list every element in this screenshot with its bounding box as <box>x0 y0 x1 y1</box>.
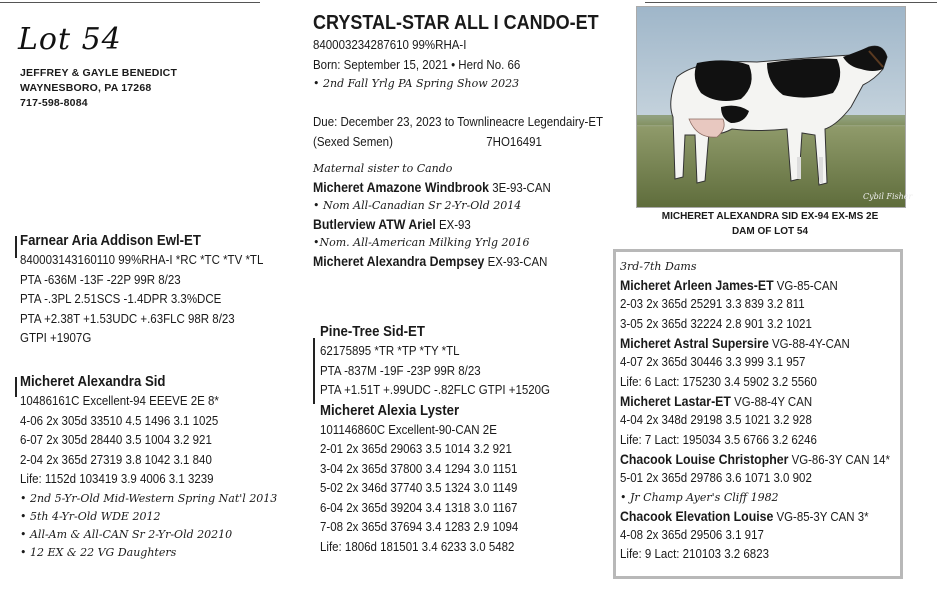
sexed-label: (Sexed Semen) <box>313 134 393 149</box>
dam-note: • All-Am & All-CAN Sr 2-Yr-Old 20210 <box>20 527 233 541</box>
ancestor-line: 4-04 2x 348d 29198 3.5 1021 3.2 928 <box>620 413 812 427</box>
caption-line-1: MICHERET ALEXANDRA SID EX-94 EX-MS 2E <box>661 211 879 222</box>
cow-illustration <box>637 7 913 207</box>
ancestor-line: Life: 9 Lact: 210103 3.2 6823 <box>620 547 769 561</box>
mgs-line: 62175895 *TR *TP *TY *TL <box>320 344 460 358</box>
ancestors-label: 3rd-7th Dams <box>620 260 697 273</box>
ancestor-name: Micheret Lastar-ET VG-88-4Y CAN <box>620 393 813 409</box>
sister-name: Micheret Amazone Windbrook 3E-93-CAN <box>313 179 551 195</box>
granddam-line: 2-01 2x 365d 29063 3.5 1014 3.2 921 <box>320 442 512 456</box>
owner-block <box>20 66 177 111</box>
ancestors-list <box>620 258 927 565</box>
dam-note: • 5th 4-Yr-Old WDE 2012 <box>20 509 161 523</box>
cow-photo <box>636 6 913 208</box>
dam-line: 10486161C Excellent-94 EEEVE 2E 8* <box>20 394 219 408</box>
photo-caption <box>636 209 904 239</box>
granddam-line: 3-04 2x 365d 37800 3.4 1294 3.0 1151 <box>320 461 518 476</box>
owner-phone: 717-598-8084 <box>20 97 88 109</box>
sire-block <box>20 231 285 349</box>
ancestor-line: 4-07 2x 365d 30446 3.3 999 3.1 957 <box>620 355 806 369</box>
dam-name: Micheret Alexandra Sid <box>20 373 166 390</box>
ancestor-line: 3-05 2x 365d 32224 2.8 901 3.2 1021 <box>620 316 812 331</box>
sister-note: • Nom All-Canadian Sr 2-Yr-Old 2014 <box>313 199 522 212</box>
dam-note: • 12 EX & 22 VG Daughters <box>20 545 177 559</box>
owner-name: JEFFREY & GAYLE BENEDICT <box>20 67 178 79</box>
sister-name: Micheret Alexandra Dempsey EX-93-CAN <box>313 253 548 269</box>
sire-line: GTPI +1907G <box>20 331 92 345</box>
ancestor-line: Life: 6 Lact: 175230 3.4 5902 3.2 5560 <box>620 374 817 389</box>
granddam-line: 101146860C Excellent-90-CAN 2E <box>320 422 497 437</box>
dam-line: 4-06 2x 305d 33510 4.5 1496 3.1 1025 <box>20 413 219 428</box>
sire-name: Farnear Aria Addison Ewl-ET <box>20 232 201 249</box>
due-date: Due: December 23, 2023 to Townlineacre Legendairy-ET <box>313 115 604 129</box>
photographer-signature: Cybil Fisher <box>863 192 913 201</box>
granddam-line: 7-08 2x 365d 37694 3.4 1283 2.9 1094 <box>320 520 519 534</box>
owner-city: WAYNESBORO, PA 17268 <box>20 82 152 94</box>
dam-block <box>20 372 277 562</box>
sire-line: PTA -636M -13F -22P 99R 8/23 <box>20 272 181 287</box>
ancestor-line: Life: 7 Lact: 195034 3.5 6766 3.2 6246 <box>620 432 817 447</box>
dam-note: • 2nd 5-Yr-Old Mid-Western Spring Nat'l 2013 <box>20 491 278 505</box>
ancestor-name: Chacook Louise Christopher VG-86-3Y CAN 14* <box>620 451 890 467</box>
sister-note: •Nom. All-American Milking Yrlg 2016 <box>313 236 530 249</box>
mgs-line: PTA -837M -19F -23P 99R 8/23 <box>320 363 481 378</box>
animal-name: CRYSTAL-STAR ALL I CANDO-ET <box>313 12 599 34</box>
main-animal-block <box>313 10 630 271</box>
mgs-name: Pine-Tree Sid-ET <box>320 323 425 340</box>
granddam-name: Micheret Alexia Lyster <box>320 401 460 419</box>
service-sire-code: 7HO16491 <box>486 134 542 149</box>
sire-line: PTA -.3PL 2.51SCS -1.4DPR 3.3%DCE <box>20 292 222 306</box>
animal-id: 840003234287610 99%RHA-I <box>313 38 467 52</box>
ancestor-line: 5-01 2x 365d 29786 3.6 1071 3.0 902 <box>620 471 812 485</box>
top-rule-left <box>0 2 260 3</box>
mgs-line: PTA +1.51T +.99UDC -.82FLC GTPI +1520G <box>320 383 551 397</box>
dam-line: 2-04 2x 365d 27319 3.8 1042 3.1 840 <box>20 452 212 467</box>
maternal-label: Maternal sister to Cando <box>313 162 453 175</box>
animal-born: Born: September 15, 2021 • Herd No. 66 <box>313 57 521 72</box>
sexed-semen <box>313 133 605 153</box>
ancestor-name: Micheret Arleen James-ET VG-85-CAN <box>620 277 838 293</box>
granddam-line: 6-04 2x 365d 39204 3.4 1318 3.0 1167 <box>320 500 518 515</box>
ancestor-line: 2-03 2x 365d 25291 3.3 839 3.2 811 <box>620 297 805 311</box>
dam-line: Life: 1152d 103419 3.9 4006 3.1 3239 <box>20 472 214 486</box>
lot-number: Lot 54 <box>18 22 122 57</box>
sire-line: PTA +2.38T +1.53UDC +.63FLC 98R 8/23 <box>20 311 235 326</box>
maternal-grandsire-block <box>320 322 570 557</box>
top-rule-right <box>645 2 937 3</box>
sire-line: 840003143160110 99%RHA-I *RC *TC *TV *TL <box>20 253 264 267</box>
animal-award: • 2nd Fall Yrlg PA Spring Show 2023 <box>313 77 520 90</box>
ancestor-name: Chacook Elevation Louise VG-85-3Y CAN 3* <box>620 507 869 524</box>
ancestor-line: 4-08 2x 365d 29506 3.1 917 <box>620 527 764 542</box>
pedigree-bracket <box>15 236 17 258</box>
caption-line-2: DAM OF LOT 54 <box>731 226 809 237</box>
dam-line: 6-07 2x 305d 28440 3.5 1004 3.2 921 <box>20 433 212 447</box>
pedigree-bracket <box>313 338 315 404</box>
pedigree-bracket <box>15 377 17 397</box>
granddam-line: Life: 1806d 181501 3.4 6233 3.0 5482 <box>320 539 515 554</box>
granddam-line: 5-02 2x 346d 37740 3.5 1324 3.0 1149 <box>320 481 518 495</box>
sister-name: Butlerview ATW Ariel EX-93 <box>313 216 471 232</box>
ancestor-note: • Jr Champ Ayer's Cliff 1982 <box>620 490 779 504</box>
ancestor-name: Micheret Astral Supersire VG-88-4Y-CAN <box>620 335 850 351</box>
